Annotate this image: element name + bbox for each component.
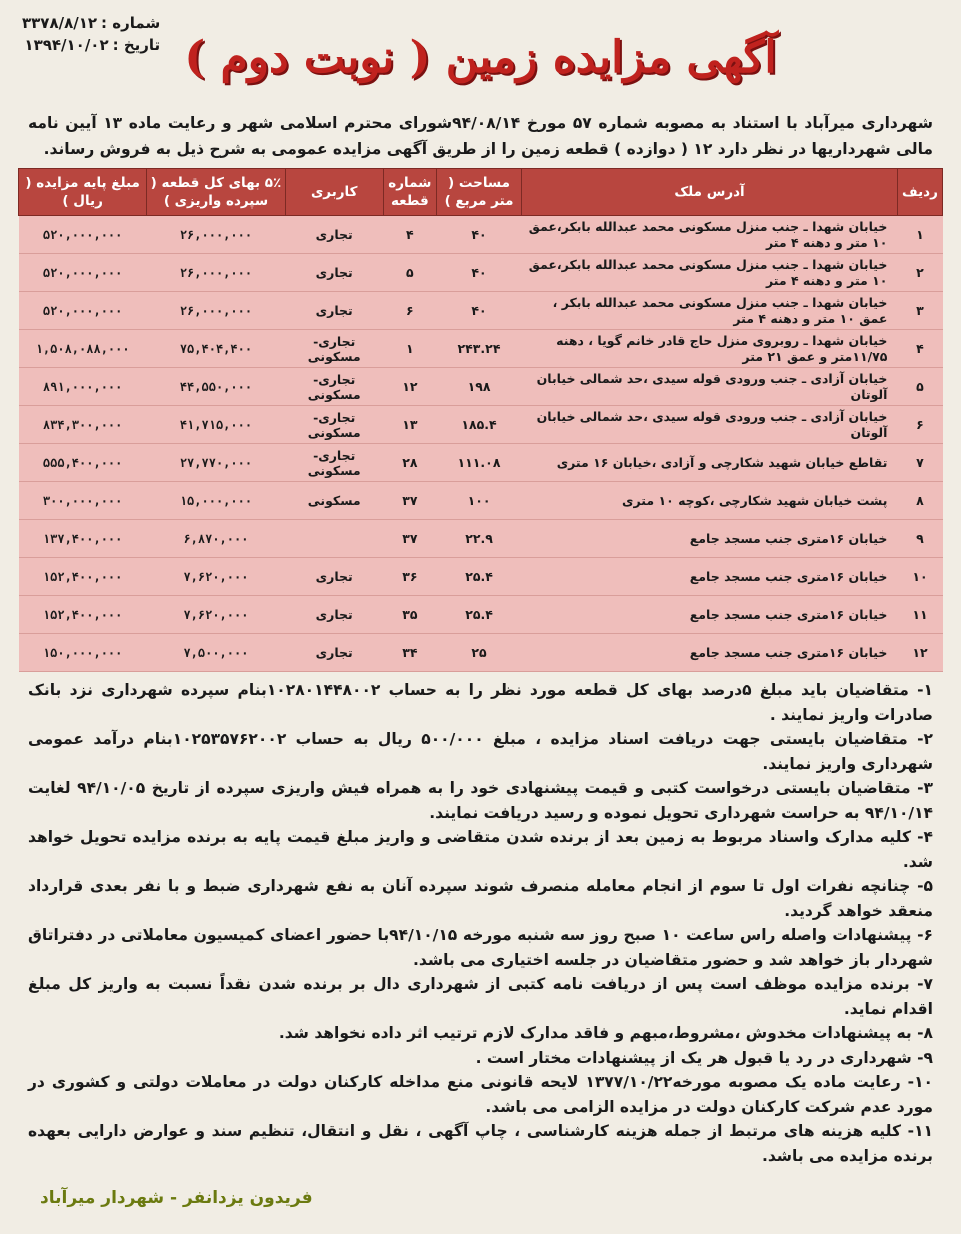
cell-lot-number: ۶ <box>383 292 436 330</box>
cell-index: ۱۱ <box>897 596 942 634</box>
terms-list <box>18 672 943 1168</box>
cell-deposit: ۲۷,۷۷۰,۰۰۰ <box>147 444 285 482</box>
cell-deposit: ۱۵,۰۰۰,۰۰۰ <box>147 482 285 520</box>
cell-area: ۲۵ <box>436 634 521 672</box>
header-usage: کاربری <box>285 169 383 216</box>
cell-base-price: ۵۲۰,۰۰۰,۰۰۰ <box>19 216 147 254</box>
cell-area: ۲۵.۴ <box>436 596 521 634</box>
notice-date-row <box>22 34 160 56</box>
term-item: ۱- متقاضیان باید مبلغ ۵درصد بهای کل قطعه مورد نظر را به حساب ۱۰۲۸۰۱۴۴۸۰۰۲بنام سپرده شهرداری نزد بانک صادرات واریز نمایند . <box>28 681 933 724</box>
cell-lot-number: ۱ <box>383 330 436 368</box>
table-row <box>19 482 943 520</box>
cell-usage: تجاری <box>285 216 383 254</box>
cell-lot-number: ۱۳ <box>383 406 436 444</box>
notice-number-value: ۳۳۷۸/۸/۱۲ <box>22 14 98 32</box>
cell-usage: تجاری-مسکونی <box>285 406 383 444</box>
table-row <box>19 330 943 368</box>
cell-deposit: ۷,۶۲۰,۰۰۰ <box>147 558 285 596</box>
cell-address: خیابان ۱۶متری جنب مسجد جامع <box>522 558 898 596</box>
term-item: ۱۰- رعایت ماده یک مصوبه مورخه۱۳۷۷/۱۰/۲۲ لایحه قانونی منع مداخله کارکنان دولت در معاملات دولتی و کشوری در مورد عدم شرکت کارکنان دولت در مزایده الزامی می باشد. <box>28 1073 933 1116</box>
cell-address: خیابان شهدا ـ روبروی منزل حاج قادر خانم گویا ، دهنه ۱۱/۷۵متر و عمق ۲۱ متر <box>522 330 898 368</box>
term-item: ۴- کلیه مدارک واسناد مربوط به زمین بعد از برنده شدن متقاضی و واریز مبلغ قیمت پایه به برنده مزایده تحویل خواهد شد. <box>28 828 933 871</box>
cell-lot-number: ۱۲ <box>383 368 436 406</box>
table-row <box>19 254 943 292</box>
table-row <box>19 368 943 406</box>
cell-address: خیابان ۱۶متری جنب مسجد جامع <box>522 596 898 634</box>
cell-lot-number: ۵ <box>383 254 436 292</box>
cell-base-price: ۵۲۰,۰۰۰,۰۰۰ <box>19 254 147 292</box>
intro-paragraph: شهرداری میرآباد با استناد به مصوبه شماره ۵۷ مورخ ۹۴/۰۸/۱۴شورای محترم اسلامی شهر و رعایت ماده ۱۳ آیین نامه مالی شهرداریها در نظر دارد ۱۲ ( دوازده ) قطعه زمین را از طریق آگهی مزایده عمومی به شرح ذیل به فروش رساند. <box>28 114 933 158</box>
cell-deposit: ۲۶,۰۰۰,۰۰۰ <box>147 254 285 292</box>
notice-title: آگهی مزایده زمین ( نوبت دوم ) <box>184 32 777 83</box>
cell-deposit: ۲۶,۰۰۰,۰۰۰ <box>147 292 285 330</box>
cell-address: خیابان ۱۶متری جنب مسجد جامع <box>522 520 898 558</box>
term-item: ۲- متقاضیان بایستی جهت دریافت اسناد مزایده ، مبلغ ۵۰۰/۰۰۰ ریال به حساب ۱۰۲۵۳۵۷۶۲۰۰۲بنام درآمد عمومی شهرداری واریز نمایند. <box>28 730 934 773</box>
cell-area: ۱۸۵.۴ <box>436 406 521 444</box>
cell-base-price: ۸۹۱,۰۰۰,۰۰۰ <box>19 368 147 406</box>
notice-number-label: شماره : <box>101 14 161 32</box>
table-header-row <box>19 169 943 216</box>
cell-lot-number: ۳۵ <box>383 596 436 634</box>
cell-area: ۴۰ <box>436 216 521 254</box>
cell-base-price: ۵۲۰,۰۰۰,۰۰۰ <box>19 292 147 330</box>
cell-base-price: ۱,۵۰۸,۰۸۸,۰۰۰ <box>19 330 147 368</box>
header-deposit: ۵٪ بهای کل قطعه ( سپرده واریزی ) <box>147 169 285 216</box>
header-lot-number: شماره قطعه <box>383 169 436 216</box>
cell-address: خیابان شهدا ـ جنب منزل مسکونی محمد عبدالله بابکر ، عمق ۱۰ متر و دهنه ۴ متر <box>522 292 898 330</box>
header-address: آدرس ملک <box>522 169 898 216</box>
notice-date-label: تاریخ : <box>112 36 161 54</box>
mayor-signature: فریدون یزدانفر - شهردار میرآباد <box>40 1188 313 1208</box>
cell-area: ۱۹۸ <box>436 368 521 406</box>
cell-base-price: ۱۵۲,۴۰۰,۰۰۰ <box>19 596 147 634</box>
cell-address: خیابان شهدا ـ جنب منزل مسکونی محمد عبدالله بابکر،عمق ۱۰ متر و دهنه ۴ متر <box>522 216 898 254</box>
cell-area: ۲۲.۹ <box>436 520 521 558</box>
cell-base-price: ۳۰۰,۰۰۰,۰۰۰ <box>19 482 147 520</box>
cell-usage: تجاری <box>285 596 383 634</box>
cell-deposit: ۴۴,۵۵۰,۰۰۰ <box>147 368 285 406</box>
cell-index: ۱۰ <box>897 558 942 596</box>
table-row <box>19 216 943 254</box>
table-row <box>19 406 943 444</box>
cell-address: خیابان ۱۶متری جنب مسجد جامع <box>522 634 898 672</box>
cell-index: ۵ <box>897 368 942 406</box>
cell-base-price: ۱۵۰,۰۰۰,۰۰۰ <box>19 634 147 672</box>
cell-base-price: ۱۳۷,۴۰۰,۰۰۰ <box>19 520 147 558</box>
cell-lot-number: ۳۴ <box>383 634 436 672</box>
cell-index: ۱۲ <box>897 634 942 672</box>
table-row <box>19 634 943 672</box>
cell-index: ۶ <box>897 406 942 444</box>
cell-usage: تجاری <box>285 634 383 672</box>
table-row <box>19 292 943 330</box>
cell-area: ۴۰ <box>436 254 521 292</box>
cell-address: پشت خیابان شهید شکارچی ،کوچه ۱۰ متری <box>522 482 898 520</box>
term-item: ۳- متقاضیان بایستی درخواست کتبی و قیمت پیشنهادی خود را به همراه فیش واریزی سپرده از تاریخ ۹۴/۱۰/۰۵ لغایت ۹۴/۱۰/۱۴ به حراست شهرداری تحویل نموده و رسید دریافت نمایند. <box>28 779 933 822</box>
cell-usage: تجاری <box>285 558 383 596</box>
cell-index: ۸ <box>897 482 942 520</box>
table-row <box>19 520 943 558</box>
table-row <box>19 596 943 634</box>
term-item: ۵- چنانچه نفرات اول تا سوم از انجام معامله منصرف شوند سپرده آنان به نفع شهرداری ضبط و با نفر بعدی قرارداد منعقد خواهد گردید. <box>28 877 933 920</box>
cell-usage: تجاری <box>285 292 383 330</box>
cell-index: ۳ <box>897 292 942 330</box>
term-item: ۸- به پیشنهادات مخدوش ،مشروط،مبهم و فاقد مدارک لازم ترتیب اثر داده نخواهد شد. <box>278 1024 933 1042</box>
notice-meta <box>22 12 160 56</box>
cell-base-price: ۵۵۵,۴۰۰,۰۰۰ <box>19 444 147 482</box>
term-item: ۷- برنده مزایده موظف است پس از دریافت نامه کتبی از شهرداری دال بر برنده شدن نقداً نسبت به واریز کل مبلغ اقدام نماید. <box>28 975 933 1018</box>
cell-deposit: ۷,۶۲۰,۰۰۰ <box>147 596 285 634</box>
cell-address: خیابان شهدا ـ جنب منزل مسکونی محمد عبدالله بابکر،عمق ۱۰ متر و دهنه ۴ متر <box>522 254 898 292</box>
term-item: ۱۱- کلیه هزینه های مرتبط از جمله هزینه کارشناسی ، چاپ آگهی ، نقل و انتقال، تنظیم سند و عوارض دارایی بعهده برنده مزایده می باشد. <box>28 1122 933 1165</box>
cell-area: ۲۵.۴ <box>436 558 521 596</box>
cell-deposit: ۲۶,۰۰۰,۰۰۰ <box>147 216 285 254</box>
header-index: ردیف <box>897 169 942 216</box>
cell-index: ۱ <box>897 216 942 254</box>
cell-address: خیابان آزادی ـ جنب ورودی قوله سیدی ،حد شمالی خیابان آلوتان <box>522 406 898 444</box>
cell-usage <box>285 520 383 558</box>
cell-base-price: ۸۳۴,۳۰۰,۰۰۰ <box>19 406 147 444</box>
cell-deposit: ۴۱,۷۱۵,۰۰۰ <box>147 406 285 444</box>
cell-area: ۴۰ <box>436 292 521 330</box>
cell-lot-number: ۳۷ <box>383 482 436 520</box>
cell-index: ۲ <box>897 254 942 292</box>
cell-lot-number: ۲۸ <box>383 444 436 482</box>
cell-usage: تجاری <box>285 254 383 292</box>
cell-deposit: ۷۵,۴۰۴,۴۰۰ <box>147 330 285 368</box>
cell-index: ۴ <box>897 330 942 368</box>
table-row <box>19 558 943 596</box>
cell-address: تقاطع خیابان شهید شکارچی و آزادی ،خیابان ۱۶ متری <box>522 444 898 482</box>
cell-area: ۲۴۳.۲۴ <box>436 330 521 368</box>
cell-usage: تجاری-مسکونی <box>285 330 383 368</box>
cell-usage: تجاری-مسکونی <box>285 444 383 482</box>
cell-index: ۹ <box>897 520 942 558</box>
cell-lot-number: ۳۷ <box>383 520 436 558</box>
land-lots-table <box>18 168 943 672</box>
header-area: مساحت ( متر مربع ) <box>436 169 521 216</box>
cell-index: ۷ <box>897 444 942 482</box>
header-base-price: مبلغ پایه مزایده ( ریال ) <box>19 169 147 216</box>
cell-deposit: ۷,۵۰۰,۰۰۰ <box>147 634 285 672</box>
table-row <box>19 444 943 482</box>
cell-lot-number: ۳۶ <box>383 558 436 596</box>
term-item: ۶- پیشنهادات واصله راس ساعت ۱۰ صبح روز سه شنبه مورخه ۹۴/۱۰/۱۵با حضور اعضای کمیسیون معاملاتی در دفتراتاق شهردار باز خواهد شد و حضور متقاضیان در جلسه اختیاری می باشد. <box>28 926 933 969</box>
term-item: ۹- شهرداری در رد یا قبول هر یک از پیشنهادات مختار است . <box>475 1048 933 1067</box>
notice-number-row <box>22 12 160 34</box>
cell-base-price: ۱۵۲,۴۰۰,۰۰۰ <box>19 558 147 596</box>
cell-area: ۱۱۱.۰۸ <box>436 444 521 482</box>
cell-lot-number: ۴ <box>383 216 436 254</box>
cell-usage: تجاری- مسکونی <box>285 368 383 406</box>
cell-area: ۱۰۰ <box>436 482 521 520</box>
cell-address: خیابان آزادی ـ جنب ورودی قوله سیدی ،حد شمالی خیابان آلوتان <box>522 368 898 406</box>
notice-date-value: ۱۳۹۴/۱۰/۰۲ <box>24 36 109 54</box>
cell-deposit: ۶,۸۷۰,۰۰۰ <box>147 520 285 558</box>
cell-usage: مسکونی <box>285 482 383 520</box>
